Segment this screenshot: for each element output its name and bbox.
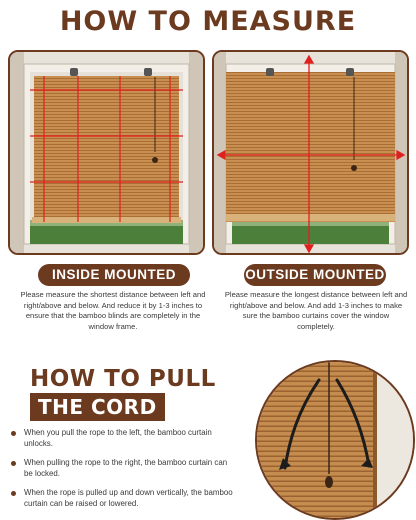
outside-mounted-description: Please measure the longest distance between left and right/above and below. And add 1-3 inches to make sure the bamboo curtains cover the window completely. [224,290,408,331]
inside-mounted-badge: INSIDE MOUNTED [38,264,190,286]
list-item [8,458,238,479]
inside-mounted-description: Please measure the shortest distance between left and right/above and below. And reduce it by 1-3 inches to ensure that the bamboo blinds are completely in the window frame. [20,290,206,331]
list-item [8,428,238,449]
list-item [8,488,238,509]
bullet-text: When you pull the rope to the left, the bamboo curtain unlocks. [24,428,212,448]
page-title: HOW TO MEASURE [59,6,357,37]
bullet-icon [11,461,16,466]
bullet-icon [11,491,16,496]
pull-instructions [8,428,238,518]
inside-mounted-image [8,50,205,255]
bullet-text: When pulling the rope to the right, the bamboo curtain can be locked. [24,458,228,478]
pull-title-line1: HOW TO PULL [30,366,216,392]
pull-title-line2: THE CORD [30,393,165,421]
bullet-text: When the rope is pulled up and down vertically, the bamboo curtain can be raised or lowered. [24,488,233,508]
bullet-icon [11,431,16,436]
outside-mounted-image [212,50,409,255]
cord-closeup-image [255,360,415,520]
outside-mounted-badge: OUTSIDE MOUNTED [244,264,386,286]
